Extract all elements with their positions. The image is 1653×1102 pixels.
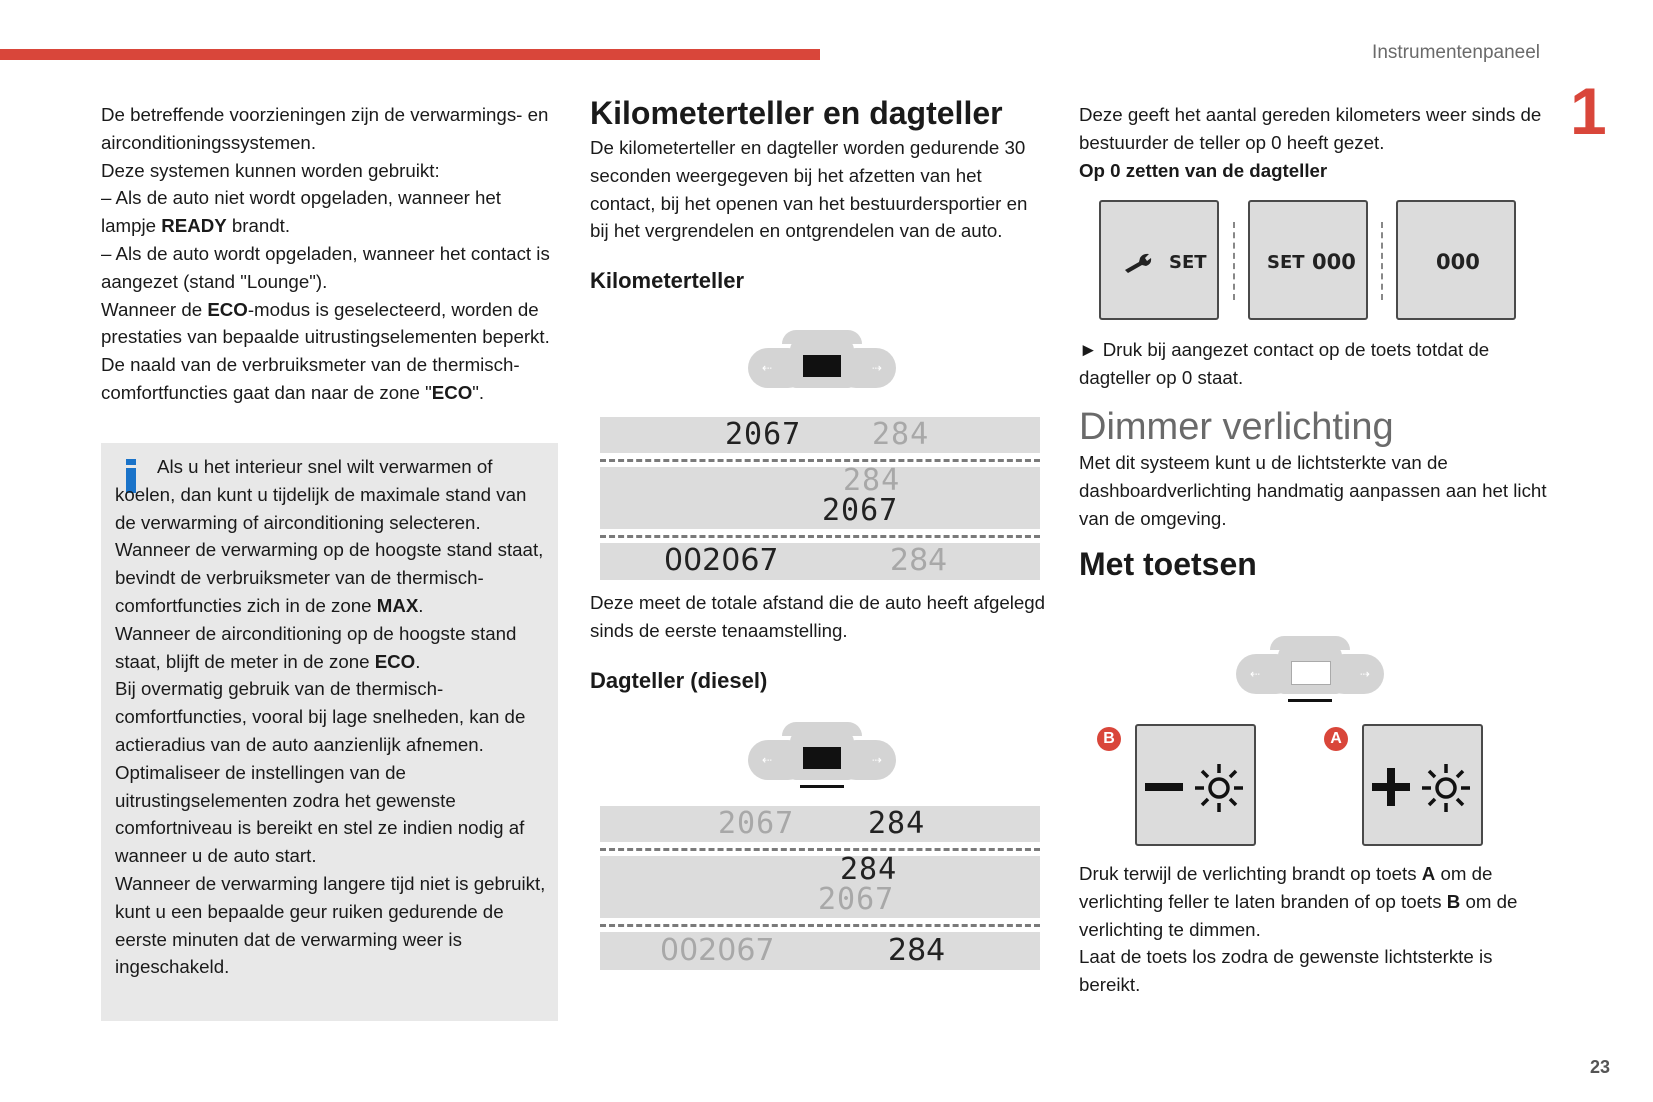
instrument-cluster-illustration: ⇠ ⇢ xyxy=(748,330,896,390)
chapter-number: 1 xyxy=(1570,74,1607,148)
header-accent-bar xyxy=(0,49,820,60)
odometer-display xyxy=(600,417,1040,580)
page-number: 23 xyxy=(1589,1057,1610,1077)
info-paragraph: Bij overmatig gebruik van de thermisch-comfortfuncties, vooral bij lage snelheden, kan de actieradius van de auto aanzienlijk afnemen. xyxy=(115,678,526,755)
info-paragraph: Optimaliseer de instellingen van de uitrustingselementen zodra het gewenste comfortniveau is bereikt en stel ze indien nodig af wanneer u de auto start. xyxy=(115,761,525,867)
column-1 xyxy=(101,101,561,407)
paragraph: De kilometerteller en dagteller worden gedurende 30 seconden weergegeven bij het afzetten van het contact, bij het openen van het bestuurdersportier en bij het vergrendelen en ontgrendelen van de auto. xyxy=(590,137,1028,242)
info-paragraph: Als u het interieur snel wilt verwarmen of koelen, dan kunt u tijdelijk de maximale stand van de verwarming of airconditioning selecteren. xyxy=(115,456,527,533)
list-item: – Als de auto niet wordt opgeladen, wanneer het lampje READY brandt. xyxy=(101,187,501,237)
trip-km: 284 xyxy=(888,933,946,968)
total-km: 002067 xyxy=(660,933,775,968)
separator xyxy=(1233,222,1235,300)
info-paragraph: Wanneer de verwarming langere tijd niet is gebruikt, kunt u een bepaalde geur ruiken gedurende de eerste minuten dat de verwarming weer is ingeschakeld. xyxy=(115,872,546,978)
set-button: SET xyxy=(1099,200,1219,320)
brightness-icon xyxy=(1420,762,1472,819)
badge-b: B xyxy=(1097,727,1121,751)
badge-a: A xyxy=(1324,727,1348,751)
lcd-trip: 284 xyxy=(843,463,901,498)
brighten-button xyxy=(1362,724,1483,846)
column-2 xyxy=(590,94,1050,295)
section-title: Instrumentenpaneel xyxy=(1372,42,1540,63)
heading-kilometerteller: Kilometerteller xyxy=(590,268,745,294)
heading-dimmer: Dimmer verlichting xyxy=(1079,405,1394,448)
paragraph: Deze geeft het aantal gereden kilometers weer sinds de bestuurder de teller op 0 heeft gezet. xyxy=(1079,104,1542,153)
lcd-trip: 284 xyxy=(840,852,898,887)
trip-km: 284 xyxy=(890,543,948,578)
heading-dagteller: Dagteller (diesel) xyxy=(590,667,768,693)
paragraph: De betreffende voorzieningen zijn de verwarmings- en airconditioningssystemen. xyxy=(101,104,549,153)
lcd-trip: 284 xyxy=(872,417,930,452)
info-box xyxy=(101,443,558,1021)
info-paragraph: Wanneer de airconditioning op de hoogste stand staat, blijft de meter in de zone ECO. xyxy=(115,622,517,672)
instrument-cluster-illustration: ⇠ ⇢ xyxy=(1236,636,1384,702)
column-3 xyxy=(1079,101,1549,184)
info-paragraph: Wanneer de verwarming op de hoogste stand staat, bevindt de verbruiksmeter van de thermisch-comfortfuncties zich in de zone MAX. xyxy=(115,539,544,616)
paragraph: Wanneer de ECO-modus is geselecteerd, worden de prestaties van bepaalde uitrustingselementen beperkt. De naald van de verbruiksmeter van de thermisch-comfortfuncties gaat dan naar de zone "ECO". xyxy=(101,298,550,403)
lcd-total: 2067 xyxy=(725,417,802,452)
paragraph: Laat de toets los zodra de gewenste lichtsterkte is bereikt. xyxy=(1079,946,1493,996)
list-item: – Als de auto wordt opgeladen, wanneer het contact is aangezet (stand "Lounge"). xyxy=(101,242,550,292)
lcd-total: 2067 xyxy=(818,882,895,917)
paragraph: Druk terwijl de verlichting brandt op toets A om de verlichting feller te laten branden of op toets B om de verlichting te dimmen. xyxy=(1079,863,1518,940)
subheading-reset: Op 0 zetten van de dagteller xyxy=(1079,159,1328,181)
dim-button xyxy=(1135,724,1256,846)
set-reset-button: SET 000 xyxy=(1248,200,1368,320)
lcd-total: 2067 xyxy=(822,493,899,528)
paragraph: Deze meet de totale afstand die de auto heeft afgelegd sinds de eerste tenaamstelling. xyxy=(590,592,1046,641)
paragraph: Met dit systeem kunt u de lichtsterkte van de dashboardverlichting handmatig aanpassen aan het licht van de omgeving. xyxy=(1079,452,1547,529)
paragraph: Deze systemen kunnen worden gebruikt: xyxy=(101,159,440,181)
lcd-total: 2067 xyxy=(718,806,795,841)
tripmeter-display xyxy=(600,806,1040,970)
instruction: ► Druk bij aangezet contact op de toets totdat de dagteller op 0 staat. xyxy=(1079,339,1490,388)
minus-icon xyxy=(1145,783,1183,791)
heading-toetsen: Met toetsen xyxy=(1079,545,1257,582)
wrench-icon xyxy=(1123,252,1155,279)
reset-result: 000 xyxy=(1396,200,1516,320)
separator xyxy=(1381,222,1383,300)
instrument-cluster-illustration: ⇠ ⇢ xyxy=(748,722,896,788)
lcd-trip: 284 xyxy=(868,806,926,841)
total-km: 002067 xyxy=(664,543,779,578)
brightness-icon xyxy=(1193,762,1245,819)
heading-odometer: Kilometerteller en dagteller xyxy=(590,95,1003,131)
